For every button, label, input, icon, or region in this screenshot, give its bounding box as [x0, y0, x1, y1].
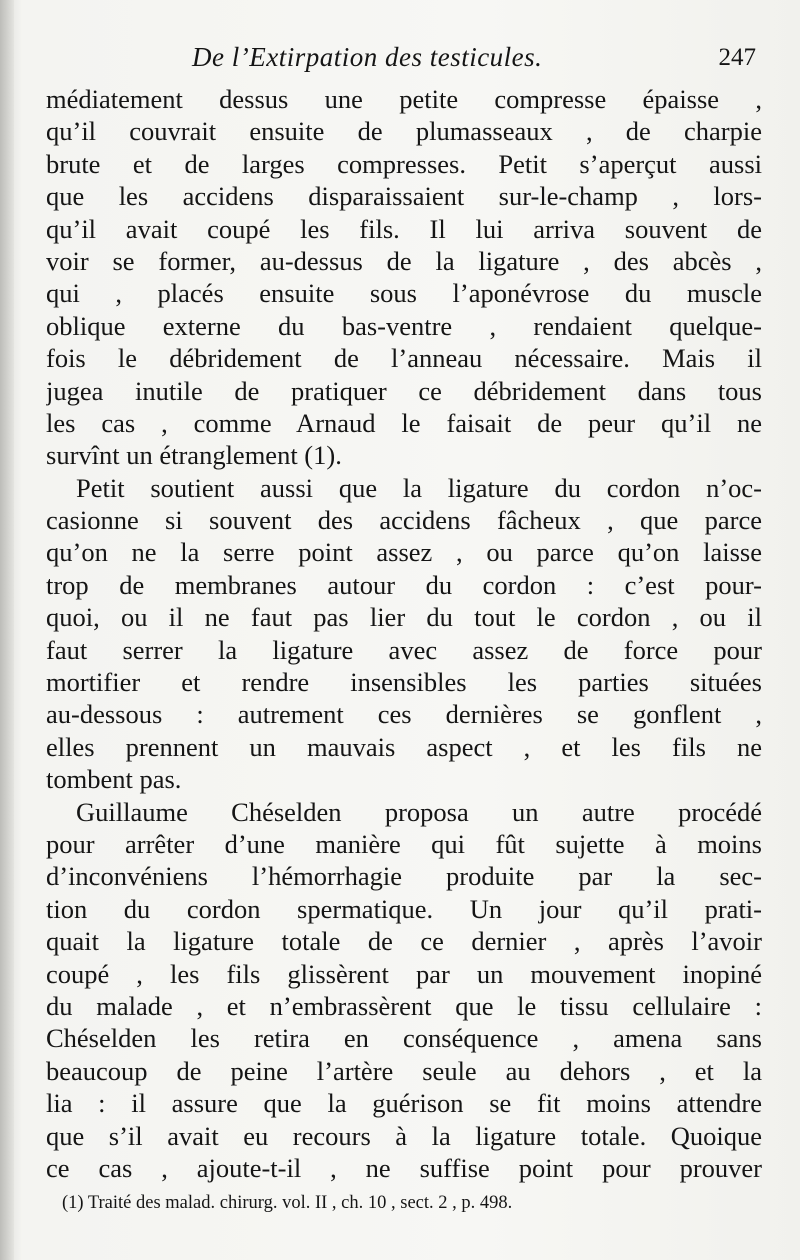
- text-line: du malade , et n’embrassèrent que le tissu cellulaire :: [46, 990, 762, 1021]
- page-binding-edge: [0, 0, 14, 1260]
- text-line: voir se former, au-dessus de la ligature , des abcès ,: [46, 245, 762, 276]
- text-line: jugea inutile de pratiquer ce débridement dans tous: [46, 375, 762, 406]
- text-line: fois le débridement de l’anneau nécessaire. Mais il: [46, 343, 762, 374]
- text-line: brute et de larges compresses. Petit s’aperçut aussi: [46, 148, 762, 179]
- body-text: [46, 83, 762, 1184]
- text-line: elles prennent un mauvais aspect , et les fils ne: [46, 731, 762, 762]
- footnote: (1) Traité des malad. chirurg. vol. II , ch. 10 , sect. 2 , p. 498.: [62, 1193, 513, 1213]
- text-line: Chéselden les retira en conséquence , amena sans: [46, 1023, 762, 1054]
- text-line: beaucoup de peine l’artère seule au dehors , et la: [46, 1055, 762, 1086]
- text-line: tion du cordon spermatique. Un jour qu’il prati-: [46, 893, 762, 924]
- text-line: coupé , les fils glissèrent par un mouvement inopiné: [46, 958, 762, 989]
- text-line: quoi, ou il ne faut pas lier du tout le cordon , ou il: [46, 602, 762, 633]
- text-line: quait la ligature totale de ce dernier , après l’avoir: [46, 926, 762, 957]
- text-line: au-dessous : autrement ces dernières se gonflent ,: [46, 699, 762, 730]
- text-line: survînt un étranglement (1).: [46, 440, 342, 471]
- text-line: que s’il avait eu recours à la ligature totale. Quoique: [46, 1120, 762, 1151]
- text-line: casionne si souvent des accidens fâcheux , que parce: [46, 505, 762, 536]
- text-line: les cas , comme Arnaud le faisait de peur qu’il ne: [46, 407, 762, 438]
- text-line: tombent pas.: [46, 764, 182, 795]
- text-line: médiatement dessus une petite compresse épaisse ,: [46, 84, 762, 114]
- running-title: De l’Extirpation des testicules.: [192, 42, 543, 72]
- text-line: Petit soutient aussi que la ligature du cordon n’oc-: [76, 472, 762, 503]
- text-line: d’inconvéniens l’hémorrhagie produite par la sec-: [46, 861, 762, 892]
- text-line: qui , placés ensuite sous l’aponévrose du muscle: [46, 278, 762, 309]
- text-line: ce cas , ajoute-t-il , ne suffise point pour prouver: [46, 1152, 762, 1183]
- page-header: [46, 38, 760, 82]
- text-line: qu’il couvrait ensuite de plumasseaux , de charpie: [46, 116, 762, 147]
- text-line: mortifier et rendre insensibles les parties situées: [46, 667, 762, 698]
- page-number: 247: [718, 44, 756, 71]
- text-line: faut serrer la ligature avec assez de force pour: [46, 634, 762, 665]
- text-line: trop de membranes autour du cordon : c’est pour-: [46, 569, 762, 600]
- text-line: qu’on ne la serre point assez , ou parce qu’on laisse: [46, 537, 762, 568]
- text-line: lia : il assure que la guérison se fit moins attendre: [46, 1088, 762, 1119]
- text-line: qu’il avait coupé les fils. Il lui arriva souvent de: [46, 213, 762, 244]
- text-line: pour arrêter d’une manière qui fût sujette à moins: [46, 828, 762, 859]
- text-line: Guillaume Chéselden proposa un autre procédé: [76, 796, 762, 827]
- text-line: que les accidens disparaissaient sur-le-champ , lors-: [46, 181, 762, 212]
- text-line: oblique externe du bas-ventre , rendaient quelque-: [46, 310, 762, 341]
